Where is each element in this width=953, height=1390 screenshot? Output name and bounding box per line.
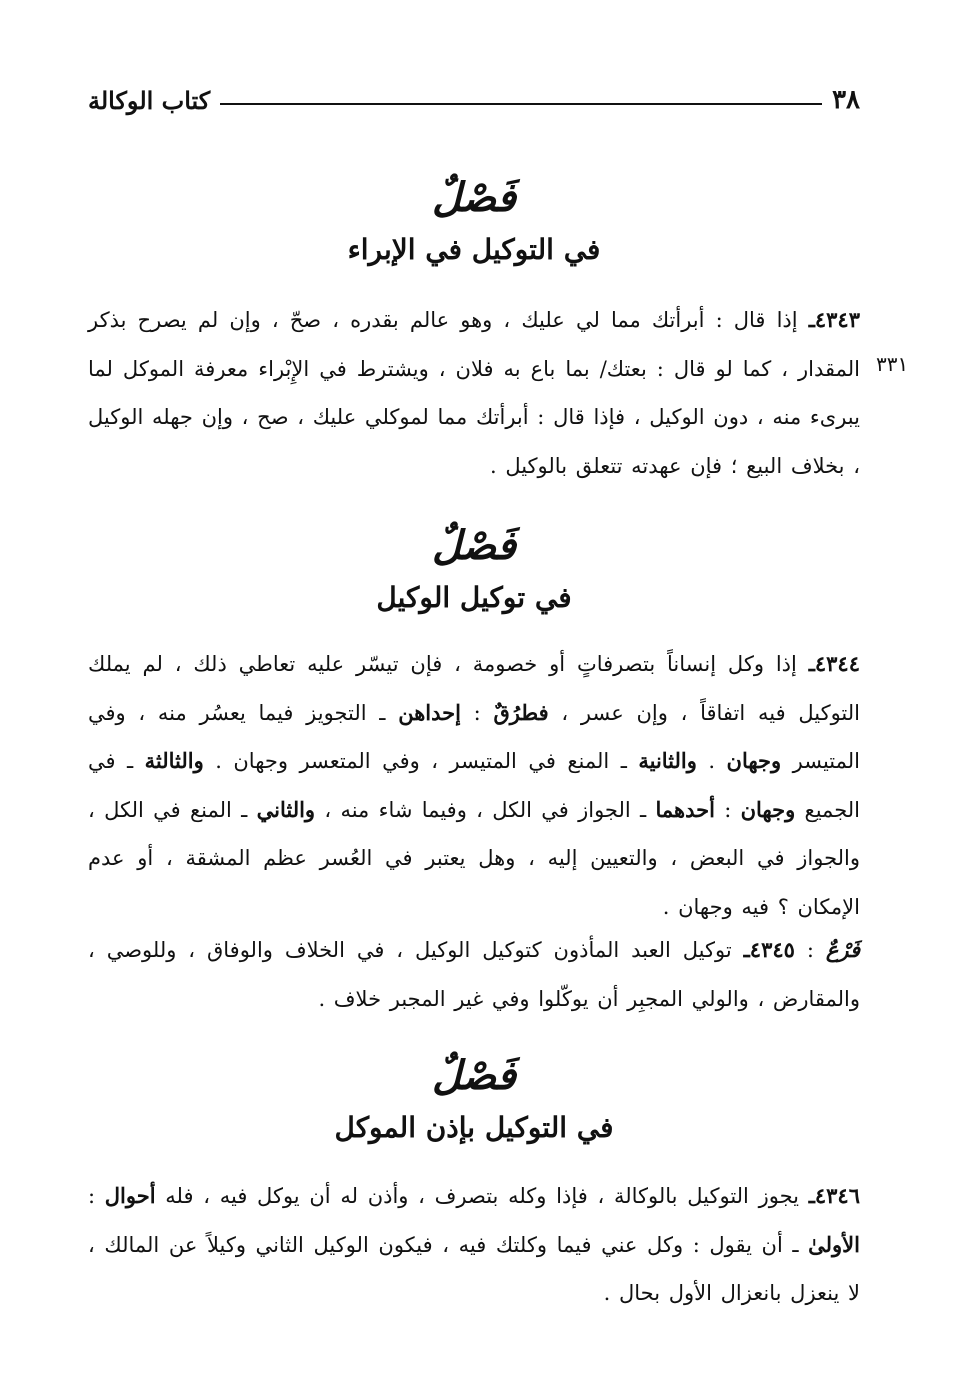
section-ornament: فَصْلٌ	[431, 1052, 517, 1099]
text-segment: :	[88, 1184, 105, 1208]
section-ornament: فَصْلٌ	[431, 174, 517, 221]
book-title: كتاب الوكالة	[88, 85, 211, 115]
bold-term: والثاني	[256, 796, 316, 822]
paragraph-4344	[88, 640, 860, 931]
section-ornament: فَصْلٌ	[431, 522, 517, 569]
bold-term: أحدهما	[655, 796, 715, 822]
bold-term: إحداهن	[398, 699, 461, 725]
bold-term: أحوال	[104, 1183, 156, 1208]
text-segment: ـ المنع في المتيسر ، وفي المتعسر وجهان .	[203, 749, 639, 773]
text-segment: ـ في الجميع	[88, 749, 860, 822]
paragraph-text: توكيل العبد المأذون كتوكيل الوكيل ، في الخلاف والوفاق ، وللوصي ، والمقارض ، والولي المجبِر أن يوكّلوا وفي غير المجبر خلاف .	[88, 938, 860, 1011]
bold-term: والثانية	[638, 748, 697, 773]
branch-mark: فَرْعٌ	[825, 937, 860, 962]
text-segment: إذا وكل إنساناً بتصرفاتٍ أو خصومة ، فإن تيسّر عليه تعاطي ذلك ، لم يملك التوكيل فيه اتفاقاً ، وإن عسر ،	[88, 652, 860, 725]
section-title: في توكيل الوكيل	[376, 581, 572, 614]
section-heading-1	[88, 172, 860, 270]
bold-term: فطرُقٌ	[493, 699, 549, 725]
paragraph-number: ٤٣٤٤ـ	[808, 651, 860, 676]
paragraph-4345: فَرْعٌ : ٤٣٤٥ـ توكيل العبد المأذون كتوكيل الوكيل ، في الخلاف والوفاق ، وللوصي ، والمقارض ، والولي المجبِر أن يوكّلوا وفي غير المجبر خلاف .	[88, 937, 860, 1011]
bold-term: وجهان	[726, 748, 782, 773]
section-title: في التوكيل في الإبراء	[347, 233, 601, 266]
text-segment: :	[460, 700, 494, 725]
paragraph-text	[88, 652, 860, 919]
paragraph-number: ٤٣٤٣ـ	[808, 307, 860, 332]
text-segment: .	[696, 749, 727, 773]
bold-term: وجهان	[740, 796, 796, 822]
paragraph-text	[88, 1184, 860, 1305]
text-segment: ـ المنع في الكل ، والجواز في البعض ، والتعيين إليه ، وهل يعتبر في العُسر عظم المشقة ، أو عدم الإمكان ؟ فيه وجهان .	[88, 797, 860, 919]
header-rule	[220, 103, 822, 105]
paragraph-4346	[88, 1172, 860, 1318]
section-heading-2	[88, 520, 860, 618]
bold-term: والثالثة	[144, 748, 204, 773]
text-segment: يجوز التوكيل بالوكالة ، فإذا وكله بتصرف ، وأذن له أن يوكل فيه ، فله	[155, 1184, 799, 1208]
paragraph-4343	[88, 296, 860, 490]
page-number: ٣٨	[832, 85, 860, 115]
section-heading-3	[88, 1050, 860, 1148]
text-segment: ـ التجويز فيما يعسُر منه ، وفي المتيسر	[88, 700, 860, 773]
bold-term: الأولىٰ	[808, 1231, 860, 1257]
text-segment: :	[714, 797, 741, 822]
paragraph-number: ٤٣٤٦ـ	[808, 1183, 860, 1208]
section-title: في التوكيل بإذن الموكل	[334, 1111, 614, 1144]
running-header	[88, 80, 860, 120]
margin-reference: ٣٣١	[876, 352, 909, 376]
paragraph-text: إذا قال : أبرأتك مما لي عليك ، وهو عالم بقدره ، صحّ ، وإن لم يصرح بذكر المقدار ، كما لو قال : بعتك/ بما باع به فلان ، ويشترط في الإِبْراء معرفة الموكل لما يبرىء منه ، دون الوكيل ، فإذا قال : أبرأتك مما لموكلي عليك ، صح ، وإن جهله الوكيل ، بخلاف البيع ؛ فإن عهدته تتعلق بالوكيل .	[88, 308, 860, 478]
text-segment: ـ الجواز في الكل ، وفيما شاء منه ،	[315, 797, 656, 822]
paragraph-number: ٤٣٤٥ـ	[743, 937, 795, 962]
text-segment: ـ أن يقول : وكل عني فيما وكلتك فيه ، فيكون الوكيل الثاني وكيلاً عن المالك ، لا ينعزل بانعزال الأول بحال .	[88, 1232, 860, 1305]
